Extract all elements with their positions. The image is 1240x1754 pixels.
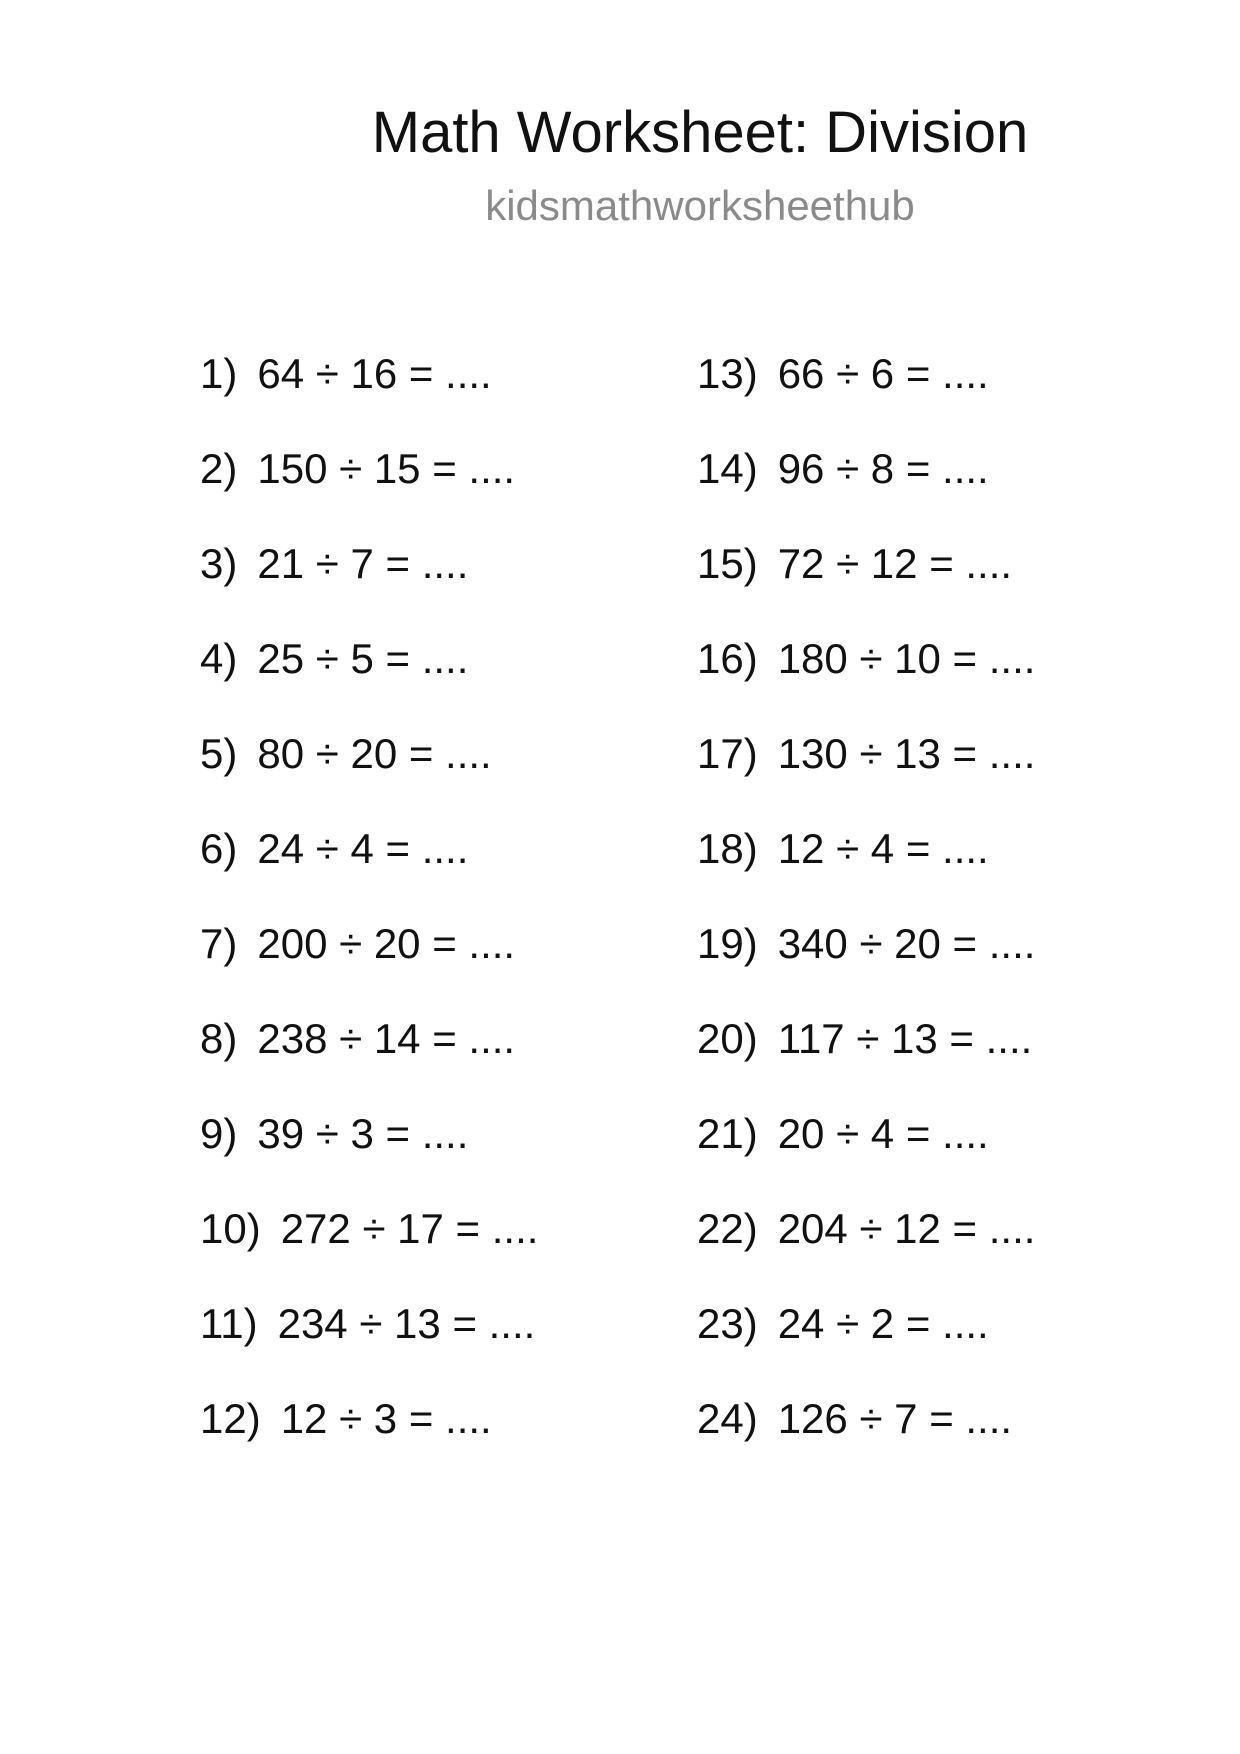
problem-expression: 21 ÷ 7 = .... (257, 540, 469, 587)
problem-number: 5) (200, 730, 238, 777)
problem-number: 23) (697, 1300, 758, 1347)
problem-number: 10) (200, 1205, 261, 1252)
problem-number: 2) (200, 445, 238, 492)
problem-number: 22) (697, 1205, 758, 1252)
problem-item (697, 728, 1035, 823)
problem-item (200, 823, 538, 918)
problem-expression: 66 ÷ 6 = .... (777, 350, 989, 397)
problem-item (200, 1203, 538, 1298)
problem-item (200, 538, 538, 633)
problem-number: 1) (200, 350, 238, 397)
problem-expression: 180 ÷ 10 = .... (777, 635, 1036, 682)
problem-item (200, 1108, 538, 1203)
problem-item (697, 538, 1035, 633)
problem-number: 9) (200, 1110, 238, 1157)
problem-expression: 234 ÷ 13 = .... (277, 1300, 536, 1347)
problem-item (200, 1298, 538, 1393)
problem-item (200, 633, 538, 728)
problem-number: 12) (200, 1395, 261, 1442)
problem-item (697, 443, 1035, 538)
problem-expression: 72 ÷ 12 = .... (777, 540, 1013, 587)
problem-number: 21) (697, 1110, 758, 1157)
problem-expression: 12 ÷ 3 = .... (280, 1395, 492, 1442)
problem-number: 24) (697, 1395, 758, 1442)
problem-item (200, 728, 538, 823)
problem-item (697, 1298, 1035, 1393)
problem-list-left (200, 348, 538, 1488)
problem-expression: 39 ÷ 3 = .... (257, 1110, 469, 1157)
page-title: Math Worksheet: Division (371, 100, 1029, 165)
problem-item (697, 1108, 1035, 1203)
problem-item (200, 1393, 538, 1488)
problem-number: 6) (200, 825, 238, 872)
problem-number: 11) (200, 1300, 258, 1347)
problem-number: 7) (200, 920, 238, 967)
problem-number: 19) (697, 920, 758, 967)
problem-expression: 24 ÷ 2 = .... (777, 1300, 989, 1347)
problem-item (697, 348, 1035, 443)
problem-number: 15) (697, 540, 758, 587)
problem-expression: 200 ÷ 20 = .... (257, 920, 516, 967)
problem-expression: 272 ÷ 17 = .... (280, 1205, 539, 1252)
problem-list-right (697, 348, 1035, 1488)
problem-expression: 204 ÷ 12 = .... (777, 1205, 1036, 1252)
problem-number: 14) (697, 445, 758, 492)
problem-item (697, 1393, 1035, 1488)
problem-item (697, 823, 1035, 918)
problem-item (200, 1013, 538, 1108)
problem-expression: 117 ÷ 13 = .... (777, 1015, 1033, 1062)
problem-number: 13) (697, 350, 758, 397)
problem-expression: 80 ÷ 20 = .... (257, 730, 492, 777)
problem-item (697, 633, 1035, 728)
problem-item (200, 348, 538, 443)
problem-number: 17) (697, 730, 758, 777)
problem-expression: 130 ÷ 13 = .... (777, 730, 1036, 777)
problem-expression: 12 ÷ 4 = .... (777, 825, 989, 872)
page-subtitle: kidsmathworksheethub (485, 182, 915, 229)
problem-number: 20) (697, 1015, 758, 1062)
problem-expression: 25 ÷ 5 = .... (257, 635, 469, 682)
problem-expression: 340 ÷ 20 = .... (777, 920, 1036, 967)
problem-expression: 20 ÷ 4 = .... (777, 1110, 989, 1157)
problem-item (697, 1203, 1035, 1298)
problem-number: 4) (200, 635, 238, 682)
problem-expression: 64 ÷ 16 = .... (257, 350, 492, 397)
problem-expression: 126 ÷ 7 = .... (777, 1395, 1013, 1442)
problem-item (200, 918, 538, 1013)
problem-item (697, 918, 1035, 1013)
problem-item (200, 443, 538, 538)
problem-expression: 238 ÷ 14 = .... (257, 1015, 516, 1062)
problem-expression: 96 ÷ 8 = .... (777, 445, 989, 492)
problem-item (697, 1013, 1035, 1108)
problem-expression: 150 ÷ 15 = .... (257, 445, 516, 492)
problem-number: 16) (697, 635, 758, 682)
problem-expression: 24 ÷ 4 = .... (257, 825, 469, 872)
problem-number: 18) (697, 825, 758, 872)
problem-number: 3) (200, 540, 238, 587)
problem-number: 8) (200, 1015, 238, 1062)
